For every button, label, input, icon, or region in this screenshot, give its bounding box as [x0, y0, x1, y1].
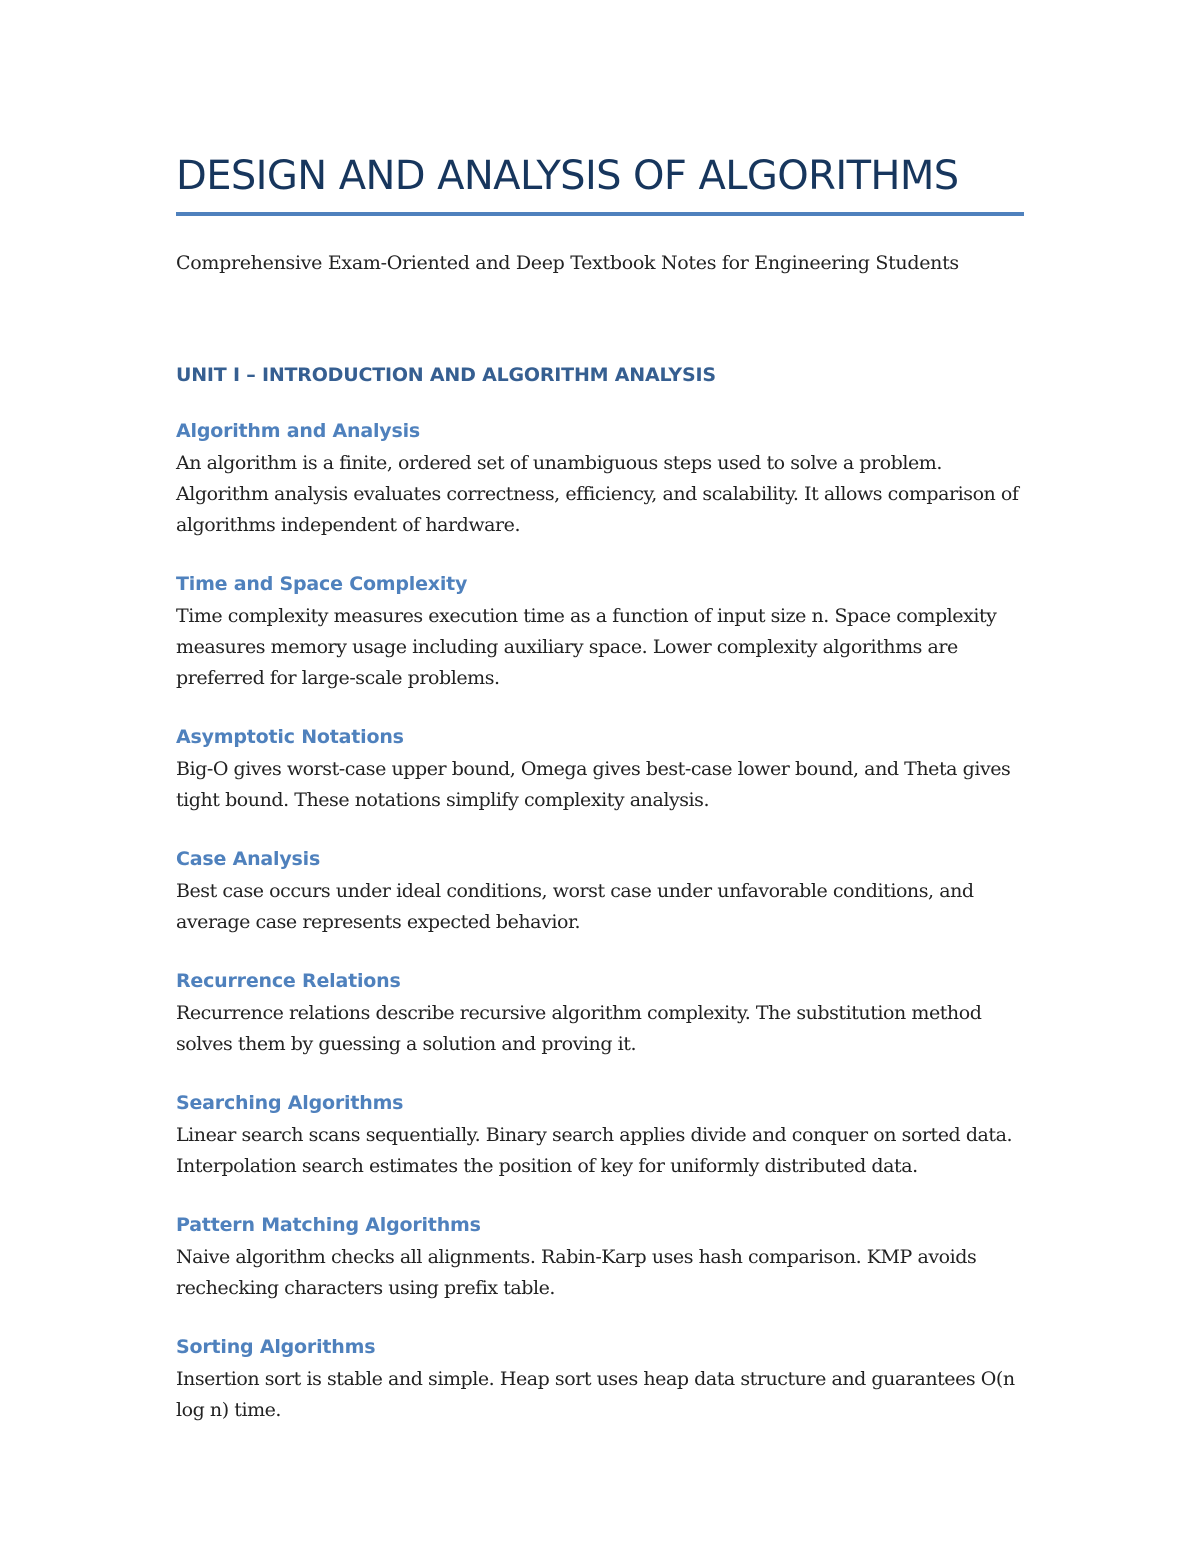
section-body: Recurrence relations describe recursive algorithm complexity. The substitution method solves them by guessing a solution and proving it. — [176, 1002, 982, 1055]
section-heading: Time and Space Complexity — [176, 573, 468, 595]
document-subtitle: Comprehensive Exam-Oriented and Deep Textbook Notes for Engineering Students — [176, 252, 959, 274]
unit-heading: UNIT I – INTRODUCTION AND ALGORITHM ANALYSIS — [176, 364, 716, 386]
section-body: Big-O gives worst-case upper bound, Omega gives best-case lower bound, and Theta gives tight bound. These notations simplify complexity analysis. — [176, 758, 1011, 811]
section-body: Naive algorithm checks all alignments. Rabin-Karp uses hash comparison. KMP avoids rechecking characters using prefix table. — [176, 1246, 977, 1299]
document-content — [176, 148, 1024, 1426]
section-heading: Algorithm and Analysis — [176, 420, 421, 442]
section-heading: Searching Algorithms — [176, 1092, 404, 1114]
section-pattern-matching-algorithms — [176, 1212, 1024, 1304]
section-body: Best case occurs under ideal conditions, worst case under unfavorable conditions, and average case represents expected behavior. — [176, 880, 974, 933]
section-heading: Asymptotic Notations — [176, 726, 404, 748]
section-heading: Recurrence Relations — [176, 970, 401, 992]
section-searching-algorithms — [176, 1090, 1024, 1182]
document-title: DESIGN AND ANALYSIS OF ALGORITHMS — [176, 153, 959, 199]
section-heading: Sorting Algorithms — [176, 1336, 376, 1358]
section-body: An algorithm is a finite, ordered set of unambiguous steps used to solve a problem. Algorithm analysis evaluates correctness, efficiency, and scalability. It allows comparison of algorithms independent of hardware. — [176, 452, 1019, 536]
section-recurrence-relations — [176, 968, 1024, 1060]
section-sorting-algorithms — [176, 1334, 1024, 1426]
section-heading: Case Analysis — [176, 848, 321, 870]
section-case-analysis — [176, 846, 1024, 938]
section-algorithm-and-analysis — [176, 418, 1024, 541]
section-body: Time complexity measures execution time as a function of input size n. Space complexity measures memory usage including auxiliary space. Lower complexity algorithms are preferred for large-scale problems. — [176, 605, 997, 689]
section-body: Insertion sort is stable and simple. Heap sort uses heap data structure and guarantees O(n log n) time. — [176, 1368, 1015, 1421]
section-time-and-space-complexity — [176, 571, 1024, 694]
section-heading: Pattern Matching Algorithms — [176, 1214, 481, 1236]
title-underline-rule — [176, 212, 1024, 216]
section-body: Linear search scans sequentially. Binary search applies divide and conquer on sorted data. Interpolation search estimates the position of key for uniformly distributed data. — [176, 1124, 1013, 1177]
section-asymptotic-notations — [176, 724, 1024, 816]
